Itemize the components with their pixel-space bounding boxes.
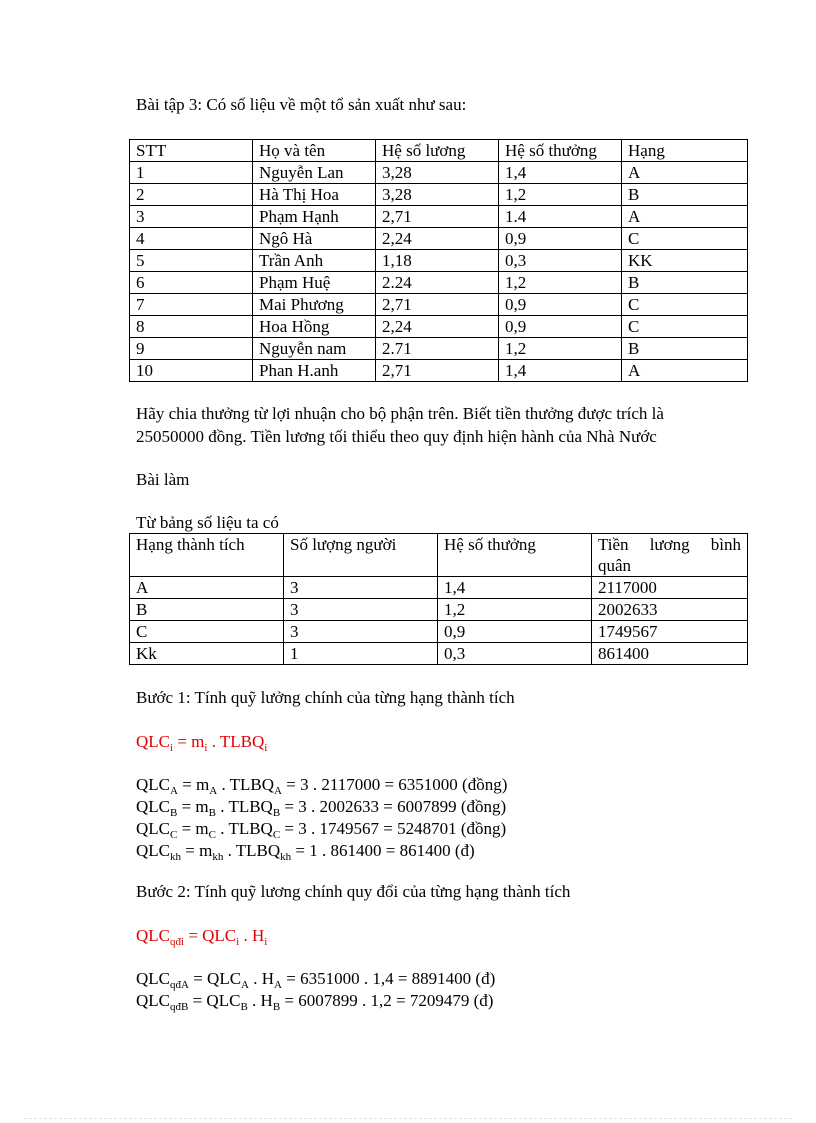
employee-row: [130, 228, 748, 250]
cell-rank-name: A: [130, 577, 284, 599]
calc-line: $QLC_{qđB} = QLC_B$ . $H_B = 6007899$ . 1,2 = 7209479 (đ): [136, 991, 494, 1013]
header-stt: STT: [130, 140, 253, 162]
cell-salary-coef: 2,71: [376, 360, 499, 382]
cell-stt: 6: [130, 272, 253, 294]
header-rank: Hạng: [622, 140, 748, 162]
cell-salary-coef: 2,24: [376, 316, 499, 338]
cell-stt: 3: [130, 206, 253, 228]
cell-name: Trần Anh: [253, 250, 376, 272]
cell-rank: B: [622, 338, 748, 360]
cell-salary-coef: 2,71: [376, 206, 499, 228]
table2-caption: Từ bảng số liệu ta có: [136, 513, 279, 532]
cell-rank: C: [622, 228, 748, 250]
cell-bonus-coef: 0,3: [438, 643, 592, 665]
employee-row: [130, 184, 748, 206]
rank-row: [130, 599, 748, 621]
cell-rank: KK: [622, 250, 748, 272]
cell-rank: A: [622, 162, 748, 184]
rank-summary-table: [129, 533, 748, 665]
cell-bonus-coef: 0,9: [499, 294, 622, 316]
employee-row: [130, 360, 748, 382]
cell-stt: 1: [130, 162, 253, 184]
cell-salary-coef: 3,28: [376, 184, 499, 206]
cell-count: 3: [284, 599, 438, 621]
calc-line: $QLC_A = m_A$ . $TLBQ_A = 3$ . 2117000 = 6351000 (đồng): [136, 775, 508, 797]
rank-row: [130, 577, 748, 599]
cell-stt: 4: [130, 228, 253, 250]
solution-heading: Bài làm: [136, 470, 190, 489]
cell-name: Phan H.anh: [253, 360, 376, 382]
cell-salary-coef: 2.71: [376, 338, 499, 360]
cell-name: Nguyễn nam: [253, 338, 376, 360]
header-avg-salary: Tiền lương bình quân: [592, 534, 748, 577]
cell-count: 3: [284, 621, 438, 643]
cell-bonus-coef: 1,4: [438, 577, 592, 599]
cell-name: Hà Thị Hoa: [253, 184, 376, 206]
cell-bonus-coef: 1.4: [499, 206, 622, 228]
calc-line: $QLC_B = m_B$ . $TLBQ_B = 3$ . 2002633 = 6007899 (đồng): [136, 797, 507, 819]
header-rank-name: Hạng thành tích: [130, 534, 284, 577]
employee-row: [130, 316, 748, 338]
cell-rank: A: [622, 206, 748, 228]
cell-bonus-coef: 0,9: [499, 228, 622, 250]
employee-row: [130, 338, 748, 360]
cell-stt: 10: [130, 360, 253, 382]
rank-row: [130, 643, 748, 665]
step2-formula: $QLC_{qđi} = QLC_i$ . $H_i$: [136, 926, 268, 948]
employee-row: [130, 272, 748, 294]
header-name: Họ và tên: [253, 140, 376, 162]
header-bonus-coef: Hệ số thưởng: [438, 534, 592, 577]
rank-row: [130, 621, 748, 643]
cell-name: Nguyễn Lan: [253, 162, 376, 184]
cell-salary-coef: 3,28: [376, 162, 499, 184]
cell-stt: 5: [130, 250, 253, 272]
header-salary-coef: Hệ số lương: [376, 140, 499, 162]
cell-bonus-coef: 1,4: [499, 162, 622, 184]
cell-rank: A: [622, 360, 748, 382]
employee-row: [130, 250, 748, 272]
calc-line: $QLC_{kh} = m_{kh}$ . $TLBQ_{kh} = 1$ . 861400 = 861400 (đ): [136, 841, 475, 863]
cell-salary-coef: 2,71: [376, 294, 499, 316]
employee-table: [129, 139, 748, 382]
cell-stt: 2: [130, 184, 253, 206]
step1-title: Bước 1: Tính quỹ lưởng chính của từng hạng thành tích: [136, 688, 515, 707]
cell-rank-name: C: [130, 621, 284, 643]
employee-row: [130, 206, 748, 228]
intro-text: Bài tập 3: Có số liệu về một tổ sản xuất như sau:: [136, 95, 467, 114]
cell-rank: C: [622, 316, 748, 338]
cell-bonus-coef: 1,2: [499, 338, 622, 360]
cell-name: Hoa Hồng: [253, 316, 376, 338]
cell-stt: 8: [130, 316, 253, 338]
header-bonus-coef: Hệ số thưởng: [499, 140, 622, 162]
cell-count: 1: [284, 643, 438, 665]
employee-row: [130, 294, 748, 316]
cell-name: Phạm Hạnh: [253, 206, 376, 228]
cell-rank: C: [622, 294, 748, 316]
problem-line-1: Hãy chia thưởng từ lợi nhuận cho bộ phận trên. Biết tiền thưởng được trích là: [136, 404, 664, 423]
step2-title: Bước 2: Tính quỹ lương chính quy đổi của từng hạng thành tích: [136, 882, 571, 901]
employee-table-header: [130, 140, 748, 162]
cell-bonus-coef: 1,2: [499, 272, 622, 294]
cell-rank-name: Kk: [130, 643, 284, 665]
cell-name: Mai Phương: [253, 294, 376, 316]
cell-rank-name: B: [130, 599, 284, 621]
cell-count: 3: [284, 577, 438, 599]
cell-bonus-coef: 1,2: [438, 599, 592, 621]
cell-avg-salary: 2117000: [592, 577, 748, 599]
employee-row: [130, 162, 748, 184]
header-count: Số lượng người: [284, 534, 438, 577]
problem-line-2: 25050000 đồng. Tiền lương tối thiểu theo quy định hiện hành của Nhà Nước: [136, 427, 657, 446]
cell-stt: 7: [130, 294, 253, 316]
step1-formula: $QLC_i = m_i$ . $TLBQ_i$: [136, 732, 268, 754]
cell-avg-salary: 861400: [592, 643, 748, 665]
cell-bonus-coef: 1,2: [499, 184, 622, 206]
cell-salary-coef: 2.24: [376, 272, 499, 294]
page-bottom-border: [24, 1118, 792, 1119]
cell-name: Ngô Hà: [253, 228, 376, 250]
cell-avg-salary: 1749567: [592, 621, 748, 643]
cell-bonus-coef: 0,9: [499, 316, 622, 338]
cell-avg-salary: 2002633: [592, 599, 748, 621]
rank-table-header: [130, 534, 748, 577]
cell-stt: 9: [130, 338, 253, 360]
cell-bonus-coef: 0,3: [499, 250, 622, 272]
cell-rank: B: [622, 184, 748, 206]
cell-name: Phạm Huệ: [253, 272, 376, 294]
calc-line: $QLC_C = m_C$ . $TLBQ_C = 3$ . 1749567 = 5248701 (đồng): [136, 819, 507, 841]
cell-rank: B: [622, 272, 748, 294]
cell-salary-coef: 2,24: [376, 228, 499, 250]
calc-line: $QLC_{qđA} = QLC_A$ . $H_A = 6351000$ . 1,4 = 8891400 (đ): [136, 969, 496, 991]
cell-bonus-coef: 0,9: [438, 621, 592, 643]
cell-salary-coef: 1,18: [376, 250, 499, 272]
cell-bonus-coef: 1,4: [499, 360, 622, 382]
